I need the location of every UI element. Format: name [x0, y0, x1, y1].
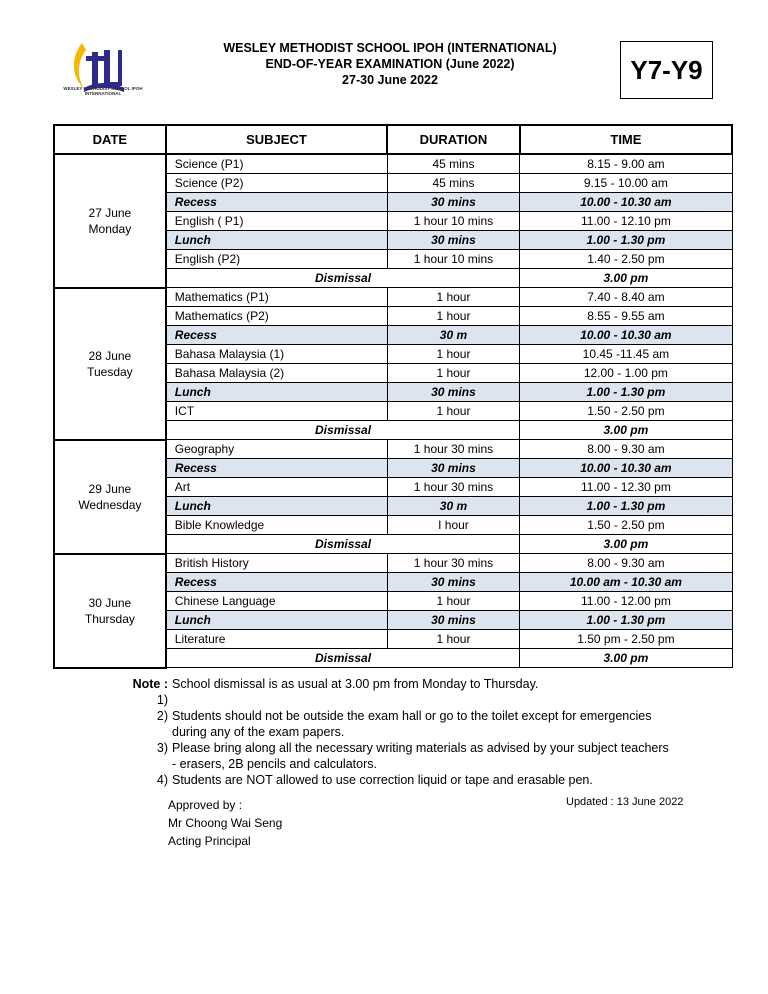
note-num: 1) — [156, 693, 168, 707]
note-item — [118, 756, 669, 772]
time-cell: 1.50 pm - 2.50 pm — [520, 630, 732, 649]
duration-cell: 30 m — [387, 497, 520, 516]
note-number — [118, 740, 172, 756]
date-cell — [54, 154, 166, 288]
note-num: 2) — [156, 709, 168, 723]
date: 27 June — [88, 205, 132, 220]
duration-cell: 1 hour — [387, 630, 520, 649]
subject-cell: Literature — [166, 630, 387, 649]
duration-cell: 1 hour 30 mins — [387, 440, 520, 459]
subject-cell: British History — [166, 554, 387, 573]
col-duration: DURATION — [387, 125, 520, 154]
time-cell: 10.00 am - 10.30 am — [520, 573, 732, 592]
time-cell: 1.50 - 2.50 pm — [520, 516, 732, 535]
duration-cell: 45 mins — [387, 154, 520, 174]
time-cell: 9.15 - 10.00 am — [520, 174, 732, 193]
dismissal-time: 3.00 pm — [520, 421, 732, 440]
note-number — [118, 676, 172, 708]
date: 28 June — [88, 348, 132, 363]
subject-cell: Lunch — [166, 497, 387, 516]
weekday: Tuesday — [87, 364, 133, 379]
table-row — [54, 554, 732, 573]
duration-cell: 30 mins — [387, 611, 520, 630]
approver-name: Mr Choong Wai Seng — [168, 816, 283, 830]
approval-label: Approved by : — [168, 798, 243, 812]
subject-cell: Bahasa Malaysia (1) — [166, 345, 387, 364]
date-cell — [54, 288, 166, 440]
duration-cell: 1 hour — [387, 592, 520, 611]
dismissal-time: 3.00 pm — [520, 269, 732, 288]
subject-cell: Recess — [166, 193, 387, 212]
document-title — [180, 40, 600, 88]
time-cell: 7.40 - 8.40 am — [520, 288, 732, 307]
weekday: Thursday — [84, 611, 135, 626]
time-cell: 1.00 - 1.30 pm — [520, 231, 732, 250]
approver-title: Acting Principal — [168, 834, 251, 848]
time-cell: 1.40 - 2.50 pm — [520, 250, 732, 269]
table-row — [54, 288, 732, 307]
subject-cell: Mathematics (P2) — [166, 307, 387, 326]
duration-cell: 30 mins — [387, 459, 520, 478]
approval — [168, 796, 282, 850]
time-cell: 1.00 - 1.30 pm — [520, 383, 732, 402]
col-time: TIME — [520, 125, 732, 154]
col-subject: SUBJECT — [166, 125, 387, 154]
date: 30 June — [88, 595, 132, 610]
logo-text: WESLEY METHODIST SCHOOL IPOH INTERNATIONAL — [63, 86, 143, 96]
note-number — [118, 756, 172, 772]
time-cell: 10.00 - 10.30 am — [520, 326, 732, 345]
note-item — [118, 772, 669, 788]
duration-cell: 30 mins — [387, 193, 520, 212]
time-cell: 11.00 - 12.00 pm — [520, 592, 732, 611]
time-cell: 10.00 - 10.30 am — [520, 193, 732, 212]
time-cell: 11.00 - 12.30 pm — [520, 478, 732, 497]
duration-cell: 1 hour — [387, 307, 520, 326]
duration-cell: 1 hour — [387, 288, 520, 307]
subject-cell: Lunch — [166, 611, 387, 630]
table-row — [54, 440, 732, 459]
duration-cell: 45 mins — [387, 174, 520, 193]
dismissal-label: Dismissal — [166, 535, 520, 554]
weekday: Monday — [88, 221, 132, 236]
dismissal-label: Dismissal — [166, 421, 520, 440]
note-num: 3) — [156, 741, 168, 755]
duration-cell: 1 hour — [387, 402, 520, 421]
note-text: Students are NOT allowed to use correction liquid or tape and erasable pen. — [172, 773, 593, 787]
note-text: during any of the exam papers. — [172, 725, 345, 739]
dismissal-label: Dismissal — [166, 649, 520, 668]
subject-cell: Recess — [166, 459, 387, 478]
duration-cell: I hour — [387, 516, 520, 535]
dismissal-time: 3.00 pm — [520, 535, 732, 554]
subject-cell: Mathematics (P1) — [166, 288, 387, 307]
subject-cell: Science (P2) — [166, 174, 387, 193]
table-row — [54, 154, 732, 174]
notes — [118, 676, 669, 788]
updated-date: Updated : 13 June 2022 — [566, 796, 684, 808]
exam-dates: 27-30 June 2022 — [342, 73, 438, 87]
time-cell: 8.00 - 9.30 am — [520, 440, 732, 459]
note-number — [118, 708, 172, 724]
time-cell: 11.00 - 12.10 pm — [520, 212, 732, 231]
note-item — [118, 676, 669, 708]
duration-cell: 1 hour 10 mins — [387, 250, 520, 269]
note-text: Students should not be outside the exam hall or go to the toilet except for emergencies — [172, 709, 652, 723]
note-label: Note : — [132, 677, 168, 691]
duration-cell: 30 mins — [387, 383, 520, 402]
year-group-badge: Y7-Y9 — [620, 41, 713, 99]
subject-cell: Art — [166, 478, 387, 497]
note-num: 4) — [156, 773, 168, 787]
note-text: Please bring along all the necessary writing materials as advised by your subject teachers — [172, 741, 669, 755]
exam-name: END-OF-YEAR EXAMINATION (June 2022) — [265, 57, 515, 71]
note-item — [118, 724, 669, 740]
duration-cell: 1 hour 10 mins — [387, 212, 520, 231]
date: 29 June — [88, 481, 132, 496]
subject-cell: Recess — [166, 326, 387, 345]
duration-cell: 1 hour 30 mins — [387, 478, 520, 497]
note-text: - erasers, 2B pencils and calculators. — [172, 757, 377, 771]
subject-cell: Lunch — [166, 231, 387, 250]
note-text: School dismissal is as usual at 3.00 pm from Monday to Thursday. — [172, 677, 539, 691]
subject-cell: ICT — [166, 402, 387, 421]
note-item — [118, 740, 669, 756]
subject-cell: Geography — [166, 440, 387, 459]
subject-cell: Chinese Language — [166, 592, 387, 611]
time-cell: 8.15 - 9.00 am — [520, 154, 732, 174]
note-number — [118, 724, 172, 740]
duration-cell: 1 hour — [387, 364, 520, 383]
header-row — [54, 125, 732, 154]
weekday: Wednesday — [78, 497, 142, 512]
subject-cell: English ( P1) — [166, 212, 387, 231]
subject-cell: Recess — [166, 573, 387, 592]
duration-cell: 30 m — [387, 326, 520, 345]
duration-cell: 30 mins — [387, 573, 520, 592]
time-cell: 1.00 - 1.30 pm — [520, 497, 732, 516]
time-cell: 10.45 -11.45 am — [520, 345, 732, 364]
time-cell: 12.00 - 1.00 pm — [520, 364, 732, 383]
subject-cell: Bahasa Malaysia (2) — [166, 364, 387, 383]
subject-cell: Bible Knowledge — [166, 516, 387, 535]
dismissal-label: Dismissal — [166, 269, 520, 288]
timetable — [53, 124, 733, 669]
time-cell: 8.55 - 9.55 am — [520, 307, 732, 326]
dismissal-time: 3.00 pm — [520, 649, 732, 668]
duration-cell: 1 hour 30 mins — [387, 554, 520, 573]
note-item — [118, 708, 669, 724]
duration-cell: 1 hour — [387, 345, 520, 364]
subject-cell: English (P2) — [166, 250, 387, 269]
time-cell: 1.00 - 1.30 pm — [520, 611, 732, 630]
time-cell: 8.00 - 9.30 am — [520, 554, 732, 573]
school-name: WESLEY METHODIST SCHOOL IPOH (INTERNATIONAL) — [223, 41, 557, 55]
time-cell: 1.50 - 2.50 pm — [520, 402, 732, 421]
duration-cell: 30 mins — [387, 231, 520, 250]
col-date: DATE — [54, 125, 166, 154]
subject-cell: Lunch — [166, 383, 387, 402]
date-cell — [54, 554, 166, 668]
subject-cell: Science (P1) — [166, 154, 387, 174]
date-cell — [54, 440, 166, 554]
note-number — [118, 772, 172, 788]
time-cell: 10.00 - 10.30 am — [520, 459, 732, 478]
